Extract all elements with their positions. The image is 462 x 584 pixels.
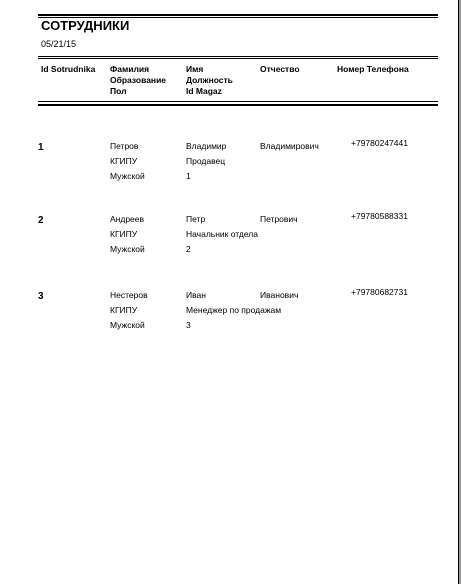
row-id: 2 (38, 215, 44, 226)
row-gender: Мужской (110, 171, 145, 181)
row-education: КГИПУ (110, 229, 138, 239)
report-title: СОТРУДНИКИ (41, 18, 130, 33)
column-header-patronymic: Отчество (260, 64, 300, 74)
column-header-firstname: Имя (186, 64, 204, 74)
column-header-education: Образование (110, 75, 167, 85)
row-surname: Андреев (110, 214, 145, 224)
row-id: 1 (38, 142, 44, 153)
row-magaz: 1 (186, 171, 191, 181)
row-gender: Мужской (110, 244, 145, 254)
row-position: Начальник отдела (186, 229, 258, 239)
row-patronymic: Иванович (260, 290, 299, 300)
row-firstname: Владимир (186, 141, 227, 151)
column-header-position: Должность (186, 75, 233, 85)
header-top-rule (38, 56, 438, 57)
row-surname: Нестеров (110, 290, 148, 300)
column-header-fio (110, 64, 166, 97)
column-header-name (186, 64, 233, 97)
row-phone: +79780682731 (351, 287, 408, 297)
row-phone: +79780588331 (351, 211, 408, 221)
column-header-magaz: Id Magaz (186, 86, 222, 96)
header-top-rule-2 (38, 58, 438, 59)
row-magaz: 3 (186, 320, 191, 330)
row-fio (110, 288, 148, 333)
row-patronymic: Петрович (260, 214, 298, 224)
row-fio (110, 139, 145, 184)
row-gender: Мужской (110, 320, 145, 330)
row-patronymic: Владимирович (260, 141, 319, 151)
header-bottom-rule (38, 101, 438, 102)
row-surname: Петров (110, 141, 139, 151)
column-header-gender: Пол (110, 86, 127, 96)
row-education: КГИПУ (110, 305, 138, 315)
column-header-surname: Фамилия (110, 64, 150, 74)
column-header-id: Id Sotrudnika (41, 64, 96, 74)
report-date: 05/21/15 (41, 39, 77, 49)
row-name (186, 212, 258, 257)
column-header-phone: Номер Телефона (337, 64, 409, 74)
top-rule-thick (38, 14, 438, 16)
row-firstname: Петр (186, 214, 206, 224)
header-bottom-rule-thick (38, 104, 438, 106)
row-name (186, 139, 226, 184)
row-position: Продавец (186, 156, 226, 166)
row-id: 3 (38, 291, 44, 302)
row-firstname: Иван (186, 290, 206, 300)
row-phone: +79780247441 (351, 138, 408, 148)
row-education: КГИПУ (110, 156, 138, 166)
row-fio (110, 212, 145, 257)
row-magaz: 2 (186, 244, 191, 254)
row-position: Менеджер по продажам (186, 305, 282, 315)
